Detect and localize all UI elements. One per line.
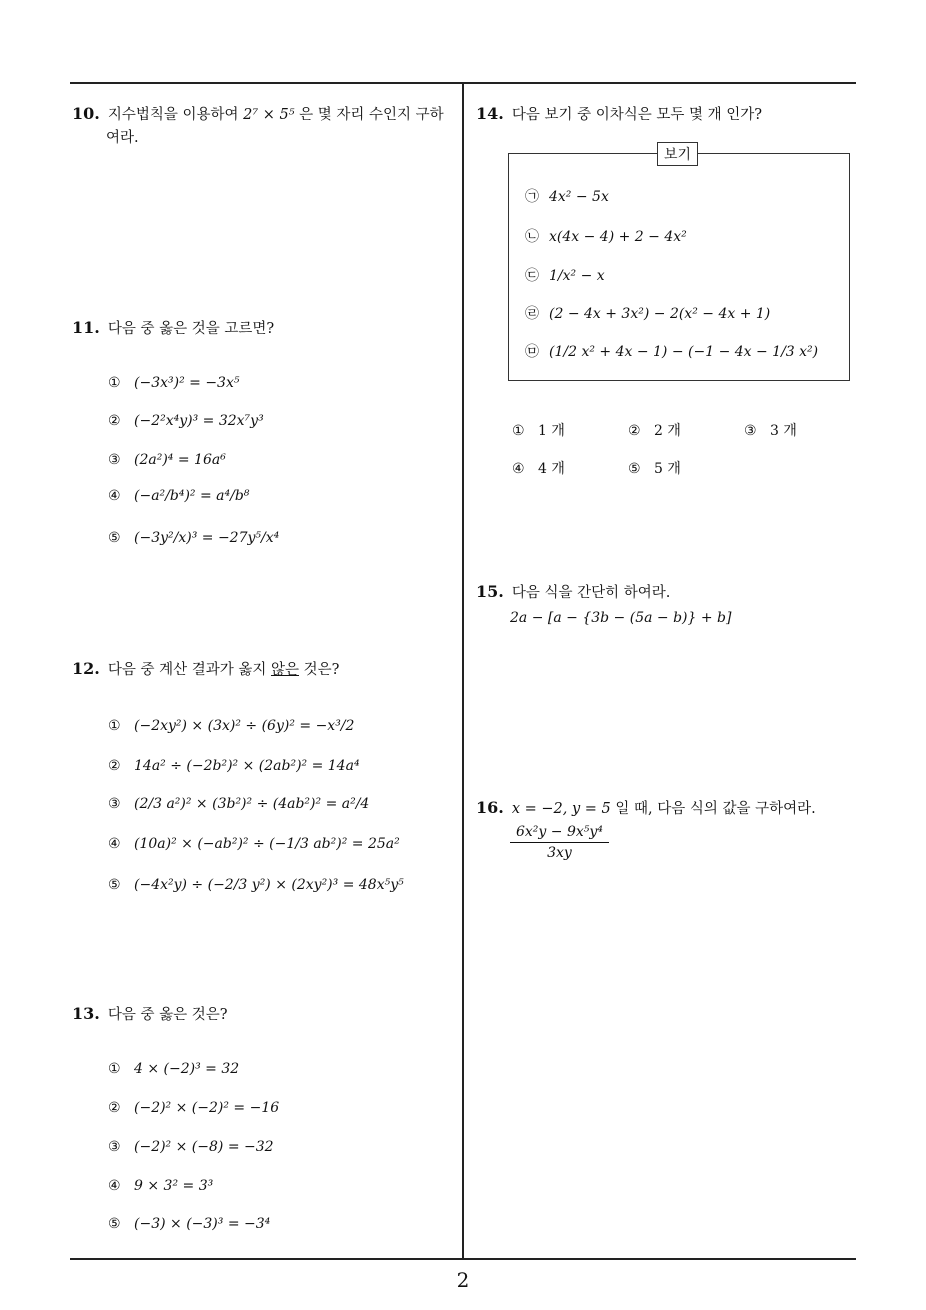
question-13 (72, 1002, 228, 1027)
question-15 (476, 580, 670, 605)
option-2[interactable]: ② (−2²x⁴y)³ = 32x⁷y³ (108, 413, 264, 429)
option-2[interactable]: ② (−2)² × (−2)² = −16 (108, 1100, 280, 1116)
q15-expression: 2a − [a − {3b − (5a − b)} + b] (510, 610, 732, 626)
option-4[interactable]: ④ 4 개 (512, 461, 565, 477)
bottom-rule (70, 1258, 856, 1260)
question-11 (72, 316, 274, 341)
question-stem: 다음 보기 중 이차식은 모두 몇 개 인가? (511, 107, 762, 123)
option-5[interactable]: ⑤ 5 개 (628, 461, 681, 477)
option-1[interactable]: ① 4 × (−2)³ = 32 (108, 1061, 240, 1077)
question-stem: 다음 중 옳은 것을 고르면? (107, 321, 275, 337)
option-1[interactable]: ① (−2xy²) × (3x)² ÷ (6y)² = −x³/2 (108, 718, 355, 734)
question-number: 12. (72, 659, 100, 678)
page-number: 2 (456, 1268, 470, 1292)
option-2[interactable]: ② 2 개 (628, 423, 681, 439)
q16-denominator: 3xy (547, 845, 572, 861)
option-5[interactable]: ⑤ (−3y²/x)³ = −27y⁵/x⁴ (108, 530, 280, 546)
option-4[interactable]: ④ (−a²/b⁴)² = a⁴/b⁸ (108, 488, 250, 504)
question-number: 10. (72, 104, 100, 123)
question-number: 15. (476, 582, 504, 601)
question-stem: 지수법칙을 이용하여 2⁷ × 5⁵ 은 몇 자리 수인지 구하 (107, 107, 444, 123)
box-item-1: ㉠ 4x² − 5x (525, 189, 609, 205)
question-number: 11. (72, 318, 100, 337)
question-stem: 다음 중 옳은 것은? (107, 1007, 228, 1023)
option-4[interactable]: ④ 9 × 3² = 3³ (108, 1178, 214, 1194)
example-box-title: 보기 (657, 142, 698, 166)
q16-expression (510, 824, 609, 861)
option-3[interactable]: ③ (2/3 a²)² × (3b²)² ÷ (4ab²)² = a²/4 (108, 796, 370, 812)
question-12 (72, 657, 339, 682)
option-1[interactable]: ① 1 개 (512, 423, 565, 439)
question-stem-continued: 여라. (106, 129, 139, 146)
option-4[interactable]: ④ (10a)² × (−ab²)² ÷ (−1/3 ab²)² = 25a² (108, 836, 400, 852)
question-stem: x = −2, y = 5 일 때, 다음 식의 값을 구하여라. (511, 801, 816, 817)
question-10 (72, 102, 457, 149)
option-1[interactable]: ① (−3x³)² = −3x⁵ (108, 375, 240, 391)
option-3[interactable]: ③ (2a²)⁴ = 16a⁶ (108, 452, 226, 468)
question-stem: 다음 중 계산 결과가 옳지 않은 것은? (107, 662, 340, 678)
box-item-3: ㉢ 1/x² − x (525, 268, 605, 284)
question-number: 13. (72, 1004, 100, 1023)
question-number: 14. (476, 104, 504, 123)
box-item-4: ㉣ (2 − 4x + 3x²) − 2(x² − 4x + 1) (525, 306, 771, 322)
question-16 (476, 796, 816, 821)
box-item-5: ㉤ (1/2 x² + 4x − 1) − (−1 − 4x − 1/3 x²) (525, 344, 819, 360)
option-5[interactable]: ⑤ (−4x²y) ÷ (−2/3 y²) × (2xy²)³ = 48x⁵y⁵ (108, 877, 404, 893)
example-box (508, 147, 850, 381)
option-2[interactable]: ② 14a² ÷ (−2b²)² × (2ab²)² = 14a⁴ (108, 758, 360, 774)
box-item-2: ㉡ x(4x − 4) + 2 − 4x² (525, 229, 687, 245)
option-3[interactable]: ③ 3 개 (744, 423, 797, 439)
question-stem: 다음 식을 간단히 하여라. (511, 585, 671, 601)
question-14 (476, 102, 762, 127)
option-5[interactable]: ⑤ (−3) × (−3)³ = −3⁴ (108, 1216, 271, 1232)
option-3[interactable]: ③ (−2)² × (−8) = −32 (108, 1139, 274, 1155)
question-number: 16. (476, 798, 504, 817)
column-divider (462, 82, 464, 1259)
q16-numerator: 6x²y − 9x⁵y⁴ (510, 824, 609, 843)
